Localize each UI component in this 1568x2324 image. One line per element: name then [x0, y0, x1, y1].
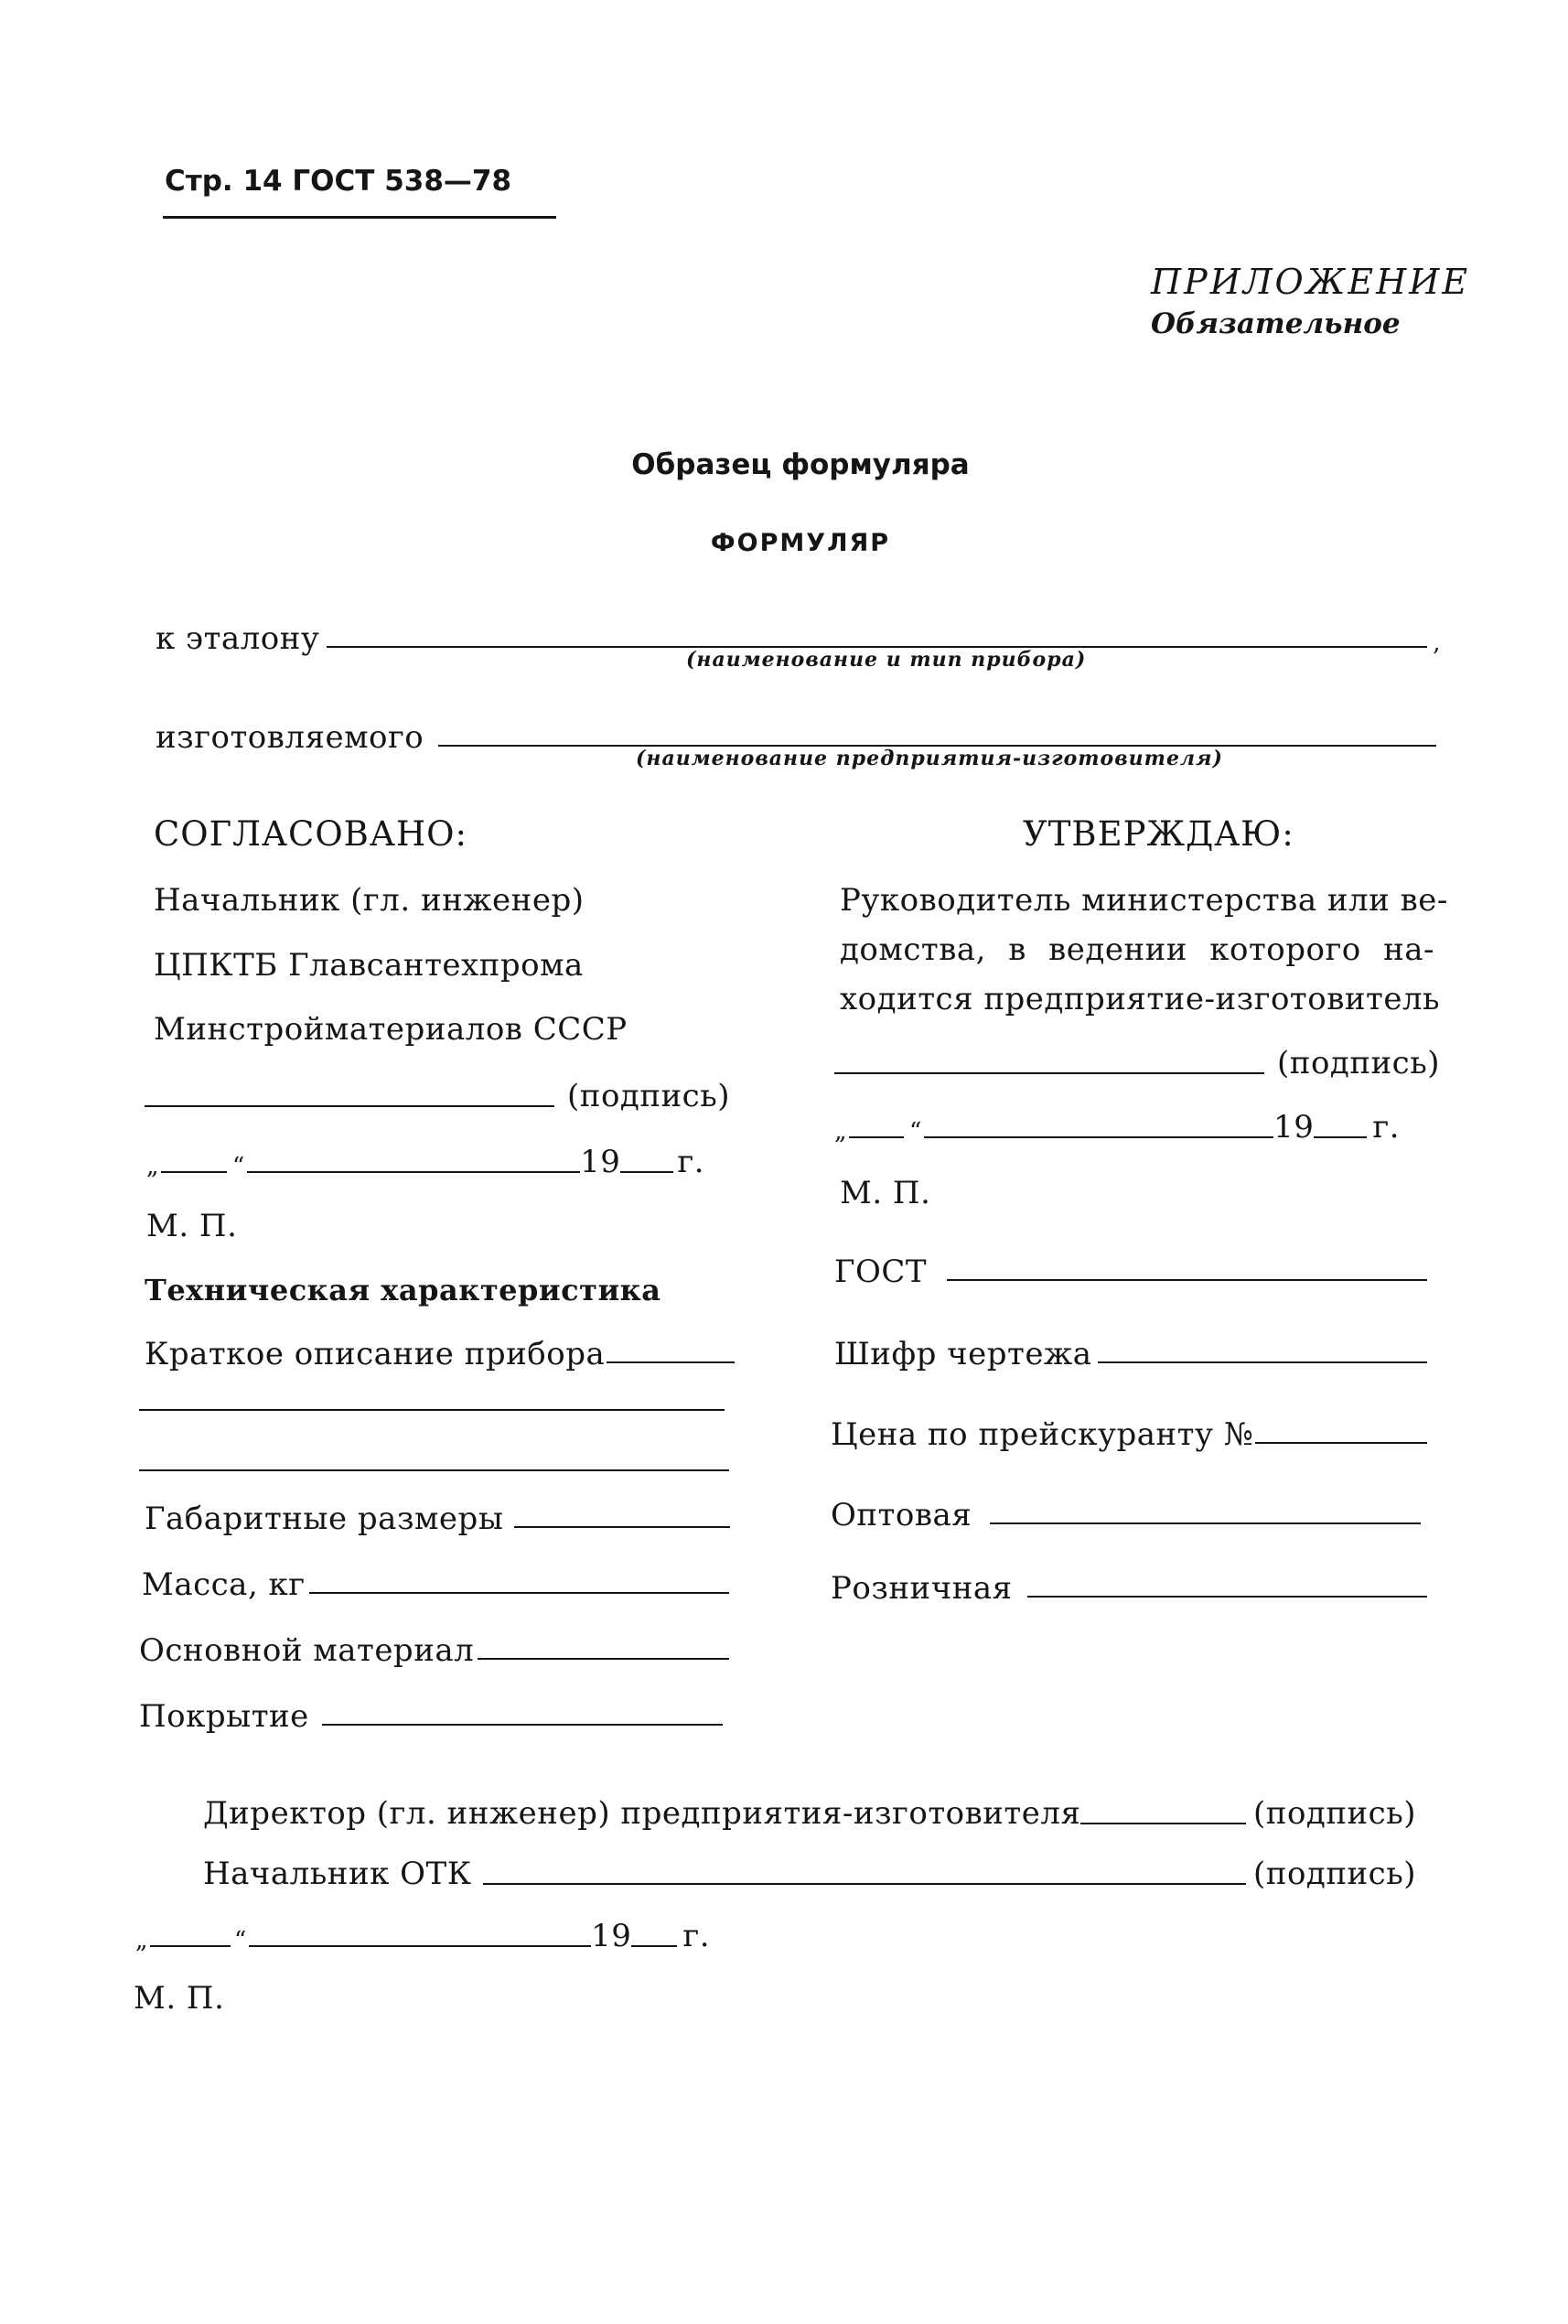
mass-field[interactable]: [309, 1592, 729, 1594]
gost-label: ГОСТ: [834, 1253, 928, 1290]
director-field[interactable]: [1080, 1823, 1246, 1824]
director-row: [203, 1795, 1416, 1832]
bottom-date-open-quote: „: [135, 1927, 148, 1954]
retail-label: Розничная: [831, 1570, 1013, 1607]
etalon-comma: ,: [1433, 629, 1441, 657]
tech-heading: Техническая характеристика: [145, 1273, 661, 1307]
approve-day-field[interactable]: [849, 1136, 904, 1138]
etalon-caption: (наименование и тип прибора): [686, 648, 1087, 672]
description-label: Краткое описание прибора: [145, 1336, 606, 1372]
approve-seal: М. П.: [840, 1175, 931, 1211]
agreed-month-field[interactable]: [247, 1171, 580, 1173]
agreed-date-close-quote: “: [231, 1153, 245, 1180]
agreed-line2: ЦПКТБ Главсантехпрома: [154, 947, 584, 984]
agreed-date-row: [146, 1144, 704, 1180]
etalon-label: к эталону: [156, 620, 320, 657]
page-header: Стр. 14 ГОСТ 538—78: [165, 165, 512, 198]
retail-row: [831, 1570, 1427, 1607]
approve-text-line3: ходится предприятие-изготовитель: [840, 981, 1441, 1017]
agreed-day-field[interactable]: [161, 1171, 227, 1173]
agreed-signature-label: (подпись): [567, 1078, 730, 1114]
mass-row: [142, 1566, 729, 1603]
approve-text-line1: Руководитель министерства или ве-: [840, 882, 1448, 919]
bottom-year-field[interactable]: [631, 1945, 677, 1947]
appendix-subtitle: Обязательное: [1151, 307, 1401, 340]
gost-field[interactable]: [947, 1279, 1427, 1281]
coating-label: Покрытие: [139, 1698, 309, 1735]
agreed-line1: Начальник (гл. инженер): [154, 882, 585, 919]
agreed-date-open-quote: „: [146, 1153, 159, 1180]
coating-field[interactable]: [322, 1724, 723, 1726]
bottom-year-prefix: 19: [591, 1918, 632, 1954]
approve-heading: УТВЕРЖДАЮ:: [1023, 814, 1294, 854]
approve-year-field[interactable]: [1314, 1136, 1367, 1138]
director-signature-label: (подпись): [1253, 1795, 1416, 1832]
maker-caption: (наименование предприятия-изготовителя): [636, 747, 1223, 770]
gost-row: [834, 1253, 1427, 1290]
drawing-code-row: [834, 1336, 1427, 1372]
description-line-2[interactable]: [139, 1409, 725, 1411]
description-field[interactable]: [607, 1361, 735, 1363]
bottom-year-suffix: г.: [682, 1918, 710, 1954]
material-row: [139, 1632, 729, 1669]
wholesale-row: [831, 1497, 1421, 1533]
approve-month-field[interactable]: [924, 1136, 1273, 1138]
dimensions-field[interactable]: [514, 1526, 730, 1528]
agreed-heading: СОГЛАСОВАНО:: [154, 814, 467, 854]
form-title: ФОРМУЛЯР: [710, 529, 891, 557]
coating-row: [139, 1698, 723, 1735]
bottom-date-row: [135, 1918, 710, 1954]
dimensions-row: [145, 1501, 730, 1537]
agreed-year-field[interactable]: [620, 1171, 673, 1173]
agreed-line3: Минстройматериалов СССР: [154, 1011, 628, 1048]
agreed-signature-field[interactable]: [145, 1105, 554, 1107]
price-label: Цена по прейскуранту №: [831, 1416, 1254, 1453]
dimensions-label: Габаритные размеры: [145, 1501, 504, 1537]
approve-date-open-quote: „: [834, 1118, 847, 1146]
bottom-seal: М. П.: [134, 1980, 225, 2017]
drawing-code-field[interactable]: [1098, 1361, 1428, 1363]
bottom-date-close-quote: “: [233, 1927, 247, 1954]
otk-field[interactable]: [483, 1883, 1246, 1885]
bottom-day-field[interactable]: [150, 1945, 231, 1947]
director-label: Директор (гл. инженер) предприятия-изготовителя: [203, 1795, 1081, 1832]
maker-label: изготовляемого: [156, 719, 424, 756]
material-field[interactable]: [478, 1658, 729, 1660]
approve-date-close-quote: “: [908, 1118, 922, 1146]
approve-signature-label: (подпись): [1277, 1045, 1440, 1081]
agreed-seal: М. П.: [146, 1208, 238, 1244]
description-row: [145, 1336, 735, 1372]
otk-signature-label: (подпись): [1253, 1856, 1416, 1892]
approve-date-row: [834, 1109, 1400, 1146]
approve-year-prefix: 19: [1273, 1109, 1315, 1146]
appendix-title: ПРИЛОЖЕНИЕ: [1151, 262, 1471, 302]
material-label: Основной материал: [139, 1632, 475, 1669]
drawing-code-label: Шифр чертежа: [834, 1336, 1092, 1372]
approve-text-line2: домства, в ведении которого на-: [840, 931, 1434, 968]
otk-label: Начальник ОТК: [203, 1856, 472, 1892]
otk-row: [203, 1856, 1416, 1892]
mass-label: Масса, кг: [142, 1566, 306, 1603]
agreed-year-suffix: г.: [677, 1144, 704, 1180]
wholesale-label: Оптовая: [831, 1497, 972, 1533]
agreed-signature-row: [145, 1078, 730, 1114]
description-line-3[interactable]: [139, 1469, 729, 1471]
wholesale-field[interactable]: [990, 1522, 1421, 1524]
agreed-year-prefix: 19: [580, 1144, 621, 1180]
approve-year-suffix: г.: [1372, 1109, 1400, 1146]
sample-title: Образец формуляра: [631, 448, 970, 481]
approve-signature-row: [834, 1045, 1440, 1081]
bottom-month-field[interactable]: [249, 1945, 591, 1947]
price-row: [831, 1416, 1427, 1453]
header-underline: [163, 216, 556, 219]
price-field[interactable]: [1255, 1442, 1427, 1444]
approve-signature-field[interactable]: [834, 1072, 1264, 1074]
retail-field[interactable]: [1027, 1596, 1427, 1598]
